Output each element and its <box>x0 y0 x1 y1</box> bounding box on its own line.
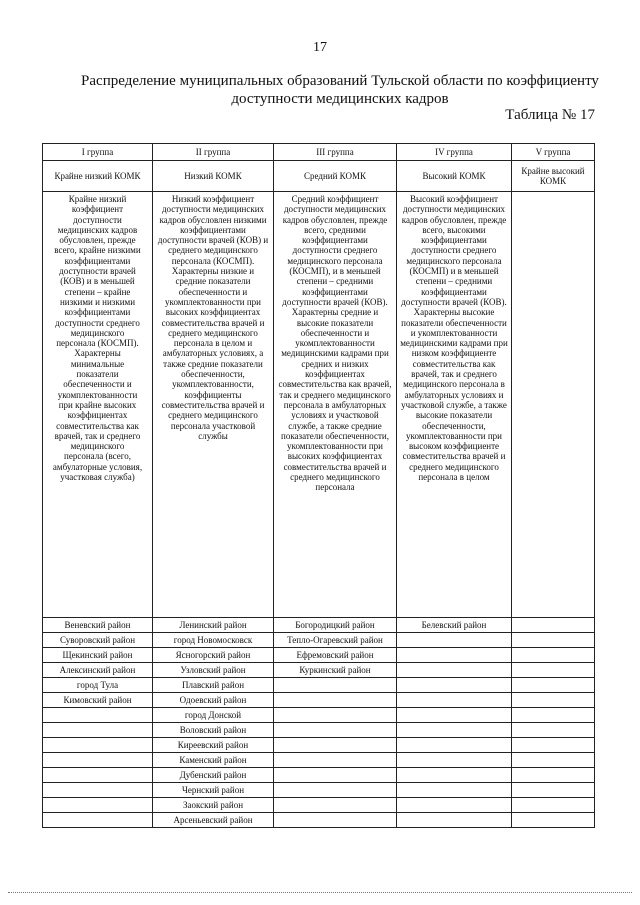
district-cell: Арсеньевский район <box>153 813 274 828</box>
district-cell <box>43 708 153 723</box>
district-cell: Куркинский район <box>274 663 397 678</box>
group-header-row <box>43 144 595 161</box>
group-header: V группа <box>512 144 595 161</box>
district-cell <box>274 723 397 738</box>
group-description: Низкий коэффициент доступности медицинских кадров обусловлен низкими коэффициентами доступности врачей (КОВ) и среднего медицинского персонала (КОСМП). Характерны низкие и средние показатели обеспеченности и укомплектованности при высоких коэффициентах совместительства врачей и среднего медицинского персонала в целом и амбулаторных условиях, а также средние показатели обеспеченности, укомплектованности, коэффициенты совместительства врачей и среднего медицинского персонала участковой службы <box>157 194 269 441</box>
district-cell: Одоевский район <box>153 693 274 708</box>
district-cell <box>43 813 153 828</box>
district-cell <box>397 768 512 783</box>
district-cell <box>512 618 595 633</box>
group-category: Средний КОМК <box>274 161 397 192</box>
district-cell <box>512 738 595 753</box>
district-cell <box>397 813 512 828</box>
district-cell: Алексинский район <box>43 663 153 678</box>
district-cell <box>397 783 512 798</box>
table-row <box>43 693 595 708</box>
table-row <box>43 813 595 828</box>
district-cell: город Донской <box>153 708 274 723</box>
district-cell: Кимовский район <box>43 693 153 708</box>
district-cell <box>397 678 512 693</box>
table-row <box>43 768 595 783</box>
district-cell <box>274 708 397 723</box>
district-cell <box>274 783 397 798</box>
district-cell: Щекинский район <box>43 648 153 663</box>
group-category: Высокий КОМК <box>397 161 512 192</box>
district-cell <box>512 648 595 663</box>
district-cell <box>397 693 512 708</box>
district-cell: Узловский район <box>153 663 274 678</box>
table-row <box>43 798 595 813</box>
district-rows <box>43 618 595 828</box>
table-row <box>43 723 595 738</box>
district-cell <box>274 768 397 783</box>
district-cell <box>512 783 595 798</box>
district-cell: Ефремовский район <box>274 648 397 663</box>
district-cell: Воловский район <box>153 723 274 738</box>
page-number: 17 <box>313 40 327 55</box>
group-category: Крайне высокий КОМК <box>512 161 595 192</box>
group-header: III группа <box>274 144 397 161</box>
group-description: Крайне низкий коэффициент доступности медицинских кадров обусловлен, прежде всего, крайне низкими коэффициентами доступности врачей (КОВ) и в меньшей степени – крайне низкими и низкими коэффициентами доступности среднего медицинского персонала (КОСМП). Характерны минимальные показатели обеспеченности и укомплектованности при крайне высоких коэффициентах совместительства как врачей, так и среднего медицинского персонала (всего, амбулаторные условия, участковая служба) <box>52 194 143 483</box>
district-cell <box>512 753 595 768</box>
district-cell <box>512 678 595 693</box>
district-cell <box>274 813 397 828</box>
district-cell: Ленинский район <box>153 618 274 633</box>
description-row <box>43 192 595 618</box>
district-cell: Ясногорский район <box>153 648 274 663</box>
district-cell: Богородицкий район <box>274 618 397 633</box>
district-cell: Дубенский район <box>153 768 274 783</box>
district-cell: Заокский район <box>153 798 274 813</box>
district-cell <box>512 768 595 783</box>
district-cell <box>512 693 595 708</box>
district-cell: Белевский район <box>397 618 512 633</box>
district-cell <box>512 663 595 678</box>
district-cell <box>512 633 595 648</box>
district-cell <box>274 738 397 753</box>
group-category: Низкий КОМК <box>153 161 274 192</box>
district-cell <box>397 633 512 648</box>
district-cell <box>397 723 512 738</box>
table-row <box>43 738 595 753</box>
district-cell <box>274 798 397 813</box>
district-cell <box>397 738 512 753</box>
district-cell <box>43 768 153 783</box>
table-row <box>43 633 595 648</box>
table-row <box>43 618 595 633</box>
district-cell <box>274 693 397 708</box>
table-row <box>43 783 595 798</box>
district-cell: Чернский район <box>153 783 274 798</box>
table-row <box>43 678 595 693</box>
district-cell: Каменский район <box>153 753 274 768</box>
district-cell <box>43 783 153 798</box>
district-cell <box>274 678 397 693</box>
district-cell <box>397 798 512 813</box>
district-cell: Тепло-Огаревский район <box>274 633 397 648</box>
group-header: I группа <box>43 144 153 161</box>
district-cell <box>274 753 397 768</box>
district-cell: город Тула <box>43 678 153 693</box>
group-header: IV группа <box>397 144 512 161</box>
table-row <box>43 663 595 678</box>
district-cell <box>512 708 595 723</box>
district-cell <box>512 813 595 828</box>
table-row <box>43 708 595 723</box>
table-row <box>43 648 595 663</box>
district-cell <box>512 723 595 738</box>
table-row <box>43 753 595 768</box>
district-cell: Веневский район <box>43 618 153 633</box>
footer-divider <box>8 892 632 893</box>
district-cell: Суворовский район <box>43 633 153 648</box>
category-row <box>43 161 595 192</box>
group-category: Крайне низкий КОМК <box>43 161 153 192</box>
document-title: Распределение муниципальных образований Тульской области по коэффициенту доступности медицинских кадров <box>81 73 599 107</box>
district-cell <box>397 753 512 768</box>
district-cell <box>43 753 153 768</box>
group-description: Средний коэффициент доступности медицинских кадров обусловлен, прежде всего, средними коэффициентами доступности среднего медицинского персонала (КОСМП), и в меньшей степени – средними коэффициентами доступности врачей (КОВ). Характерны средние и высокие показатели обеспеченности и укомплектованности медицинскими кадрами при средних и низких коэффициентах совместительства как врачей, так и среднего медицинского персонала в амбулаторных условиях и участковой службе, а также средние показатели обеспеченности, укомплектованности при высоких коэффициентах совместительства врачей и среднего медицинского персонала <box>278 194 392 493</box>
district-cell <box>43 723 153 738</box>
district-cell <box>397 708 512 723</box>
districts-table <box>42 143 595 828</box>
district-cell: Плавский район <box>153 678 274 693</box>
district-cell: город Новомосковск <box>153 633 274 648</box>
district-cell <box>397 663 512 678</box>
district-cell <box>43 738 153 753</box>
district-cell <box>397 648 512 663</box>
district-cell <box>43 798 153 813</box>
district-cell: Киреевский район <box>153 738 274 753</box>
group-description: Высокий коэффициент доступности медицинских кадров обусловлен, прежде всего, высокими коэффициентами доступности среднего медицинского персонала (КОСМП) и в меньшей степени – средними коэффициентами доступности врачей (КОВ). Характерны высокие показатели обеспеченности и укомплектованности медицинскими кадрами при низком коэффициенте совместительства как врачей, так и среднего медицинского персонала в амбулаторных условиях и участковой службе, а также высокие показатели обеспеченности, укомплектованности при высоком коэффициенте совместительства врачей и среднего медицинского персонала в целом <box>400 194 508 483</box>
table-label: Таблица № 17 <box>505 107 595 123</box>
group-header: II группа <box>153 144 274 161</box>
district-cell <box>512 798 595 813</box>
